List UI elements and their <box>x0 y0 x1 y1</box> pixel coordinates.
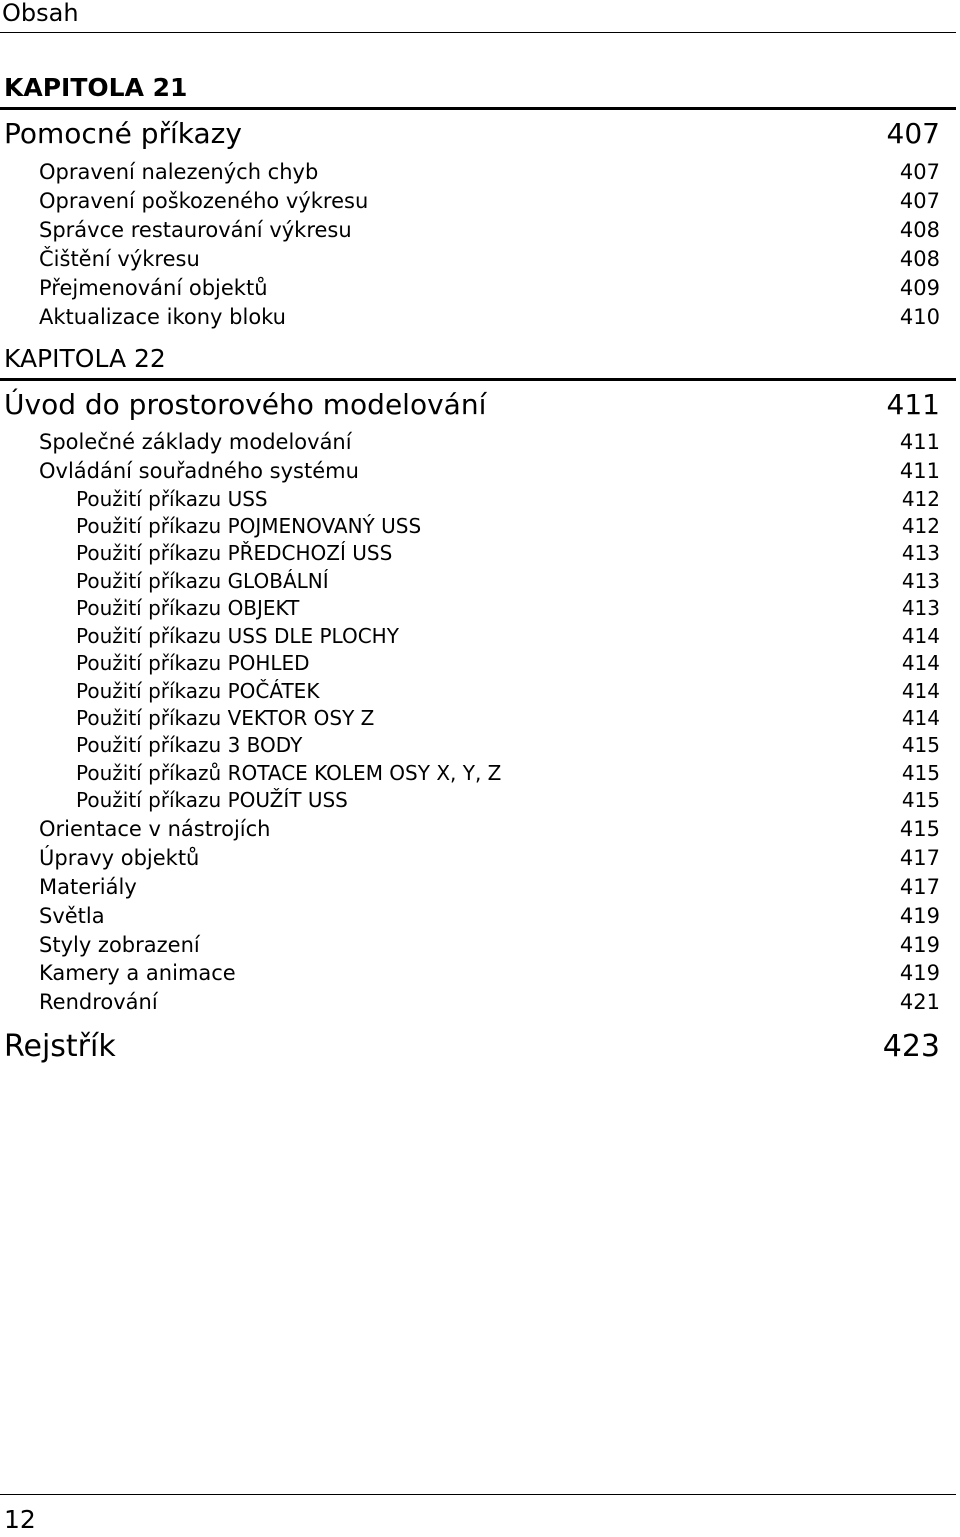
toc-entry[interactable] <box>39 960 940 986</box>
index-title: Rejstřík <box>4 1029 116 1064</box>
toc-subentry[interactable] <box>76 761 940 785</box>
chapter-title: Úvod do prostorového modelování <box>4 388 487 421</box>
entry-page: 413 <box>901 569 940 593</box>
chapter-rule <box>0 378 956 381</box>
entry-page: 414 <box>901 624 940 648</box>
chapter-page: 407 <box>886 117 940 150</box>
entry-text: Použití příkazu PŘEDCHOZÍ USS <box>76 541 393 565</box>
entry-text: Materiály <box>39 875 137 899</box>
entry-text: Použití příkazu POČÁTEK <box>76 679 320 703</box>
chapter-title: Pomocné příkazy <box>4 117 242 150</box>
index-page: 423 <box>882 1029 940 1064</box>
entry-text: Rendrování <box>39 990 158 1014</box>
toc-entry[interactable] <box>39 845 940 871</box>
toc-subentry[interactable] <box>76 706 940 730</box>
chapter-page: 411 <box>886 388 940 421</box>
entry-page: 419 <box>899 961 940 985</box>
entry-text: Použití příkazů ROTACE KOLEM OSY X, Y, Z <box>76 761 502 785</box>
chapter-title-row[interactable] <box>4 389 940 421</box>
entry-text: Přejmenování objektů <box>39 276 268 300</box>
entry-text: Úpravy objektů <box>39 846 200 870</box>
entry-page: 411 <box>899 430 940 454</box>
entry-text: Světla <box>39 904 105 928</box>
toc-subentry[interactable] <box>76 651 940 675</box>
toc-entry[interactable] <box>39 188 940 214</box>
entry-page: 421 <box>899 990 940 1014</box>
entry-page: 411 <box>899 459 940 483</box>
entry-page: 417 <box>899 846 940 870</box>
entry-page: 415 <box>899 817 940 841</box>
entry-text: Styly zobrazení <box>39 933 200 957</box>
toc-entry[interactable] <box>39 458 940 484</box>
toc-entry[interactable] <box>39 874 940 900</box>
entry-text: Použití příkazu POJMENOVANÝ USS <box>76 514 422 538</box>
entry-text: Opravení poškozeného výkresu <box>39 189 369 213</box>
bottom-rule <box>0 1494 956 1495</box>
entry-text: Správce restaurování výkresu <box>39 218 352 242</box>
entry-text: Použití příkazu POHLED <box>76 651 310 675</box>
entry-text: Použití příkazu USS DLE PLOCHY <box>76 624 399 648</box>
chapter-rule <box>0 107 956 110</box>
toc-subentry[interactable] <box>76 679 940 703</box>
toc-subentry[interactable] <box>76 624 940 648</box>
index-row[interactable] <box>4 1030 940 1064</box>
entry-page: 408 <box>899 247 940 271</box>
toc-entry[interactable] <box>39 429 940 455</box>
toc-entry[interactable] <box>39 903 940 929</box>
entry-text: Použití příkazu POUŽÍT USS <box>76 788 348 812</box>
toc-entry[interactable] <box>39 159 940 185</box>
entry-page: 407 <box>899 160 940 184</box>
entry-page: 412 <box>901 487 940 511</box>
entry-page: 415 <box>901 788 940 812</box>
entry-page: 413 <box>901 596 940 620</box>
entry-page: 419 <box>899 904 940 928</box>
toc-subentry[interactable] <box>76 569 940 593</box>
entry-page: 414 <box>901 706 940 730</box>
entry-text: Orientace v nástrojích <box>39 817 271 841</box>
toc-entry[interactable] <box>39 304 940 330</box>
entry-text: Společné základy modelování <box>39 430 352 454</box>
toc-entry[interactable] <box>39 816 940 842</box>
toc-subentry[interactable] <box>76 596 940 620</box>
entry-text: Použití příkazu USS <box>76 487 268 511</box>
entry-page: 414 <box>901 651 940 675</box>
entry-text: Použití příkazu OBJEKT <box>76 596 300 620</box>
toc-subentry[interactable] <box>76 733 940 757</box>
entry-text: Aktualizace ikony bloku <box>39 305 286 329</box>
entry-text: Ovládání souřadného systému <box>39 459 359 483</box>
toc-subentry[interactable] <box>76 788 940 812</box>
chapter-label: KAPITOLA 22 <box>4 344 166 373</box>
toc-entry[interactable] <box>39 275 940 301</box>
entry-page: 407 <box>899 189 940 213</box>
entry-page: 415 <box>901 761 940 785</box>
entry-text: Čištění výkresu <box>39 247 200 271</box>
entry-text: Použití příkazu VEKTOR OSY Z <box>76 706 375 730</box>
toc-entry[interactable] <box>39 246 940 272</box>
entry-page: 419 <box>899 933 940 957</box>
page-number: 12 <box>4 1505 36 1534</box>
entry-text: Použití příkazu 3 BODY <box>76 733 303 757</box>
toc-subentry[interactable] <box>76 487 940 511</box>
toc-entry[interactable] <box>39 932 940 958</box>
toc-subentry[interactable] <box>76 514 940 538</box>
chapter-label: KAPITOLA 21 <box>4 73 188 102</box>
entry-page: 415 <box>901 733 940 757</box>
chapter-title-row[interactable] <box>4 118 940 150</box>
running-head: Obsah <box>2 0 79 27</box>
entry-text: Opravení nalezených chyb <box>39 160 319 184</box>
entry-page: 412 <box>901 514 940 538</box>
entry-page: 408 <box>899 218 940 242</box>
entry-page: 409 <box>899 276 940 300</box>
entry-page: 417 <box>899 875 940 899</box>
toc-subentry[interactable] <box>76 541 940 565</box>
entry-page: 413 <box>901 541 940 565</box>
entry-text: Použití příkazu GLOBÁLNÍ <box>76 569 329 593</box>
entry-text: Kamery a animace <box>39 961 236 985</box>
entry-page: 414 <box>901 679 940 703</box>
top-rule <box>0 32 956 33</box>
toc-entry[interactable] <box>39 217 940 243</box>
entry-page: 410 <box>899 305 940 329</box>
toc-entry[interactable] <box>39 989 940 1015</box>
